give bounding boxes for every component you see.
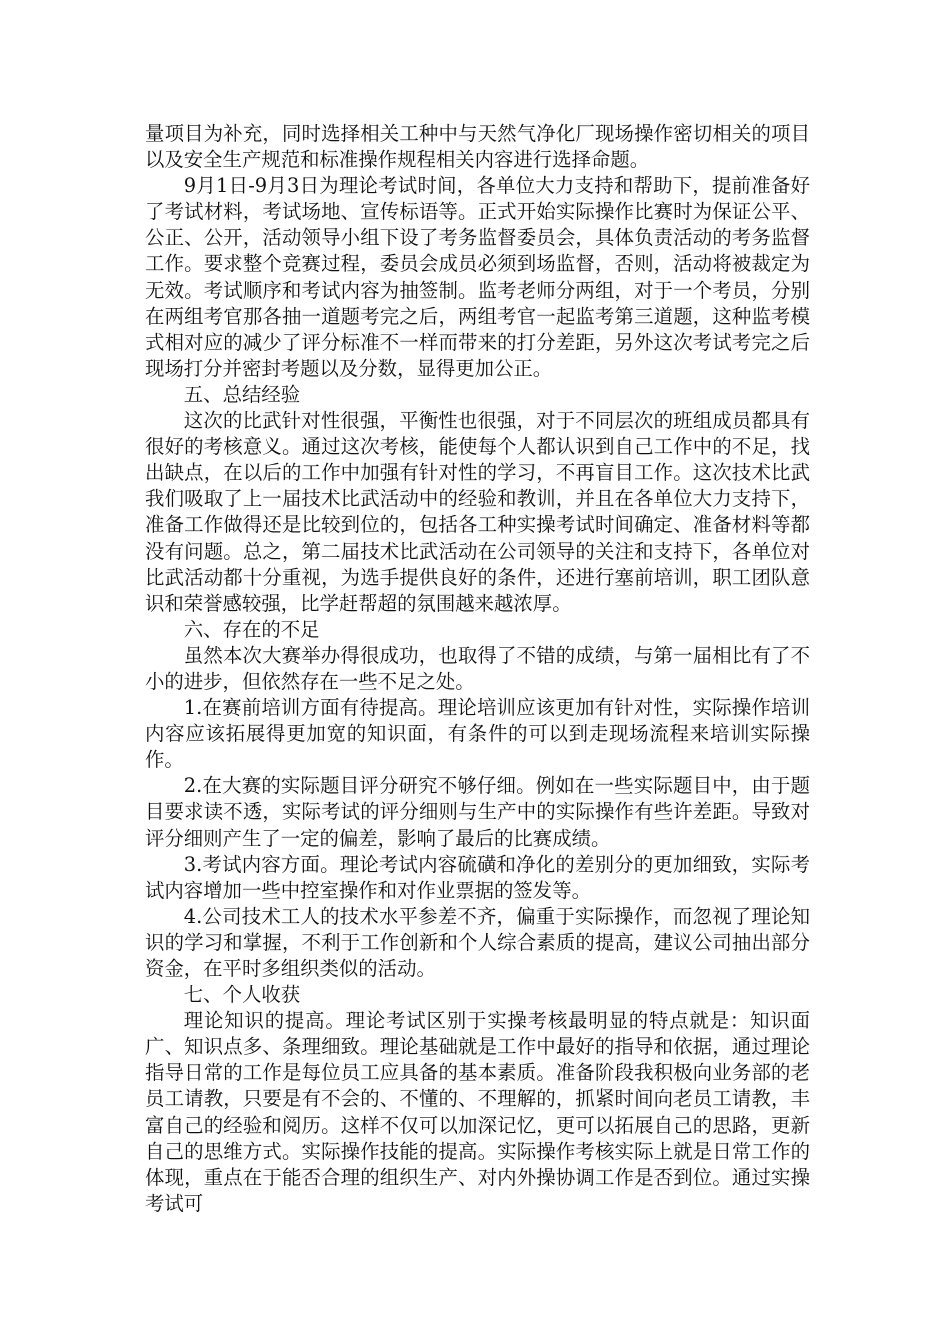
paragraph-shortcoming-2: 2.在大赛的实际题目评分研究不够仔细。例如在一些实际题目中，由于题目要求读不透，实际考试的评分细则与生产中的实际操作有些许差距。导致对评分细则产生了一定的偏差，影响了最后的比赛成绩。 <box>145 774 810 850</box>
section-heading-shortcomings: 六、存在的不足 <box>183 617 320 641</box>
paragraph-shortcoming-1: 1.在赛前培训方面有待提高。理论培训应该更加有针对性，实际操作培训内容应该拓展得更加宽的知识面，有条件的可以到走现场流程来培训实际操作。 <box>145 696 810 772</box>
section-heading-summary: 五、总结经验 <box>183 382 301 406</box>
paragraph-shortcoming-3: 3.考试内容方面。理论考试内容硫磺和净化的差别分的更加细致，实际考试内容增加一些中控室操作和对作业票据的签发等。 <box>145 852 810 902</box>
document-page <box>145 121 810 1217</box>
paragraph-summary: 这次的比武针对性很强，平衡性也很强，对于不同层次的班组成员都具有很好的考核意义。通过这次考核，能使每个人都认识到自己工作中的不足，找出缺点，在以后的工作中加强有针对性的学习，不再盲目工作。这次技术比武我们吸取了上一届技术比武活动中的经验和教训，并且在各单位大力支持下，准备工作做得还是比较到位的，包括各工种实操考试时间确定、准备材料等都没有问题。总之，第二届技术比武活动在公司领导的关注和支持下，各单位对比武活动都十分重视，为选手提供良好的条件，还进行塞前培训，职工团队意识和荣誉感较强，比学赶帮超的氛围越来越浓厚。 <box>145 409 810 615</box>
section-heading-personal-gains: 七、个人收获 <box>183 983 301 1007</box>
paragraph-shortcomings-intro: 虽然本次大赛举办得很成功，也取得了不错的成绩，与第一届相比有了不小的进步，但依然存在一些不足之处。 <box>145 643 810 693</box>
paragraph-personal-gains: 理论知识的提高。理论考试区别于实操考核最明显的特点就是：知识面广、知识点多、条理细致。理论基础就是工作中最好的指导和依据，通过理论指导日常的工作是每位员工应具备的基本素质。准备阶段我积极向业务部的老员工请教，只要是有不会的、不懂的、不理解的，抓紧时间向老员工请教，丰富自己的经验和阅历。这样不仅可以加深记忆，更可以拓展自己的思路，更新自己的思维方式。实际操作技能的提高。实际操作考核实际上就是日常工作的体现，重点在于能否合理的组织生产、对内外操协调工作是否到位。通过实操考试可 <box>145 1009 810 1215</box>
paragraph-continuation: 量项目为补充，同时选择相关工种中与天然气净化厂现场操作密切相关的项目以及安全生产规范和标准操作规程相关内容进行选择命题。 <box>145 122 810 172</box>
paragraph-shortcoming-4: 4.公司技术工人的技术水平参差不齐，偏重于实际操作，而忽视了理论知识的学习和掌握，不利于工作创新和个人综合素质的提高，建议公司抽出部分资金，在平时多组织类似的活动。 <box>145 904 810 980</box>
paragraph-exam-schedule: 9月1日-9月3日为理论考试时间，各单位大力支持和帮助下，提前准备好了考试材料，考试场地、宣传标语等。正式开始实际操作比赛时为保证公平、公正、公开，活动领导小组下设了考务监督委员会，具体负责活动的考务监督工作。要求整个竞赛过程，委员会成员必须到场监督，否则，活动将被裁定为无效。考试顺序和考试内容为抽签制。监考老师分两组，对于一个考员，分别在两组考官那各抽一道题考完之后，两组考官一起监考第三道题，这种监考模式相对应的减少了评分标准不一样而带来的打分差距，另外这次考试考完之后现场打分并密封考题以及分数，显得更加公正。 <box>145 174 810 380</box>
